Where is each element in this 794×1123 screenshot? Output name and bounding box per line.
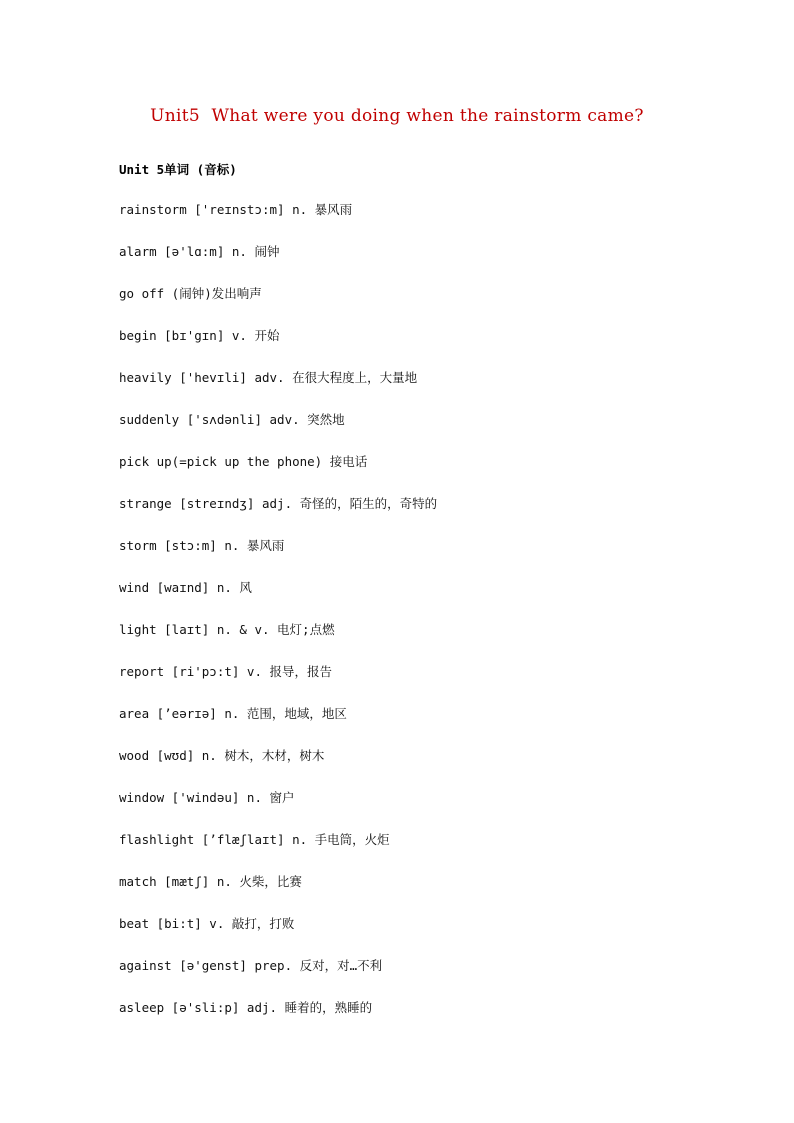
vocab-entry-match: match [mætʃ] n. 火柴，比赛 bbox=[119, 874, 302, 889]
vocab-entry-begin: begin [bɪ'gɪn] v. 开始 bbox=[119, 328, 280, 343]
vocabulary-list bbox=[119, 200, 437, 1040]
vocab-entry-wind: wind [waɪnd] n. 风 bbox=[119, 580, 252, 595]
vocab-entry-pick-up: pick up(=pick up the phone) 接电话 bbox=[119, 454, 368, 469]
document-title: Unit5 What were you doing when the rainstorm came? bbox=[150, 106, 644, 126]
vocab-entry-suddenly: suddenly ['sʌdənli] adv. 突然地 bbox=[119, 412, 345, 427]
vocab-entry-storm: storm [stɔ:m] n. 暴风雨 bbox=[119, 538, 285, 553]
vocab-entry-flashlight: flashlight [’flæʃlaɪt] n. 手电筒，火炬 bbox=[119, 832, 390, 847]
vocab-entry-asleep: asleep [ə'sli:p] adj. 睡着的，熟睡的 bbox=[119, 1000, 373, 1015]
vocab-entry-light: light [laɪt] n. & v. 电灯;点燃 bbox=[119, 622, 335, 637]
vocab-entry-alarm: alarm [ə'lɑ:m] n. 闹钟 bbox=[119, 244, 280, 259]
vocab-entry-against: against [ə'genst] prep. 反对，对…不利 bbox=[119, 958, 383, 973]
vocab-entry-heavily: heavily ['hevɪli] adv. 在很大程度上，大量地 bbox=[119, 370, 418, 385]
vocab-entry-wood: wood [wʊd] n. 树木，木材，树木 bbox=[119, 748, 325, 763]
vocab-entry-beat: beat [bi:t] v. 敲打，打败 bbox=[119, 916, 295, 931]
vocab-entry-report: report [ri'pɔ:t] v. 报导，报告 bbox=[119, 664, 333, 679]
vocab-entry-strange: strange [streɪndʒ] adj. 奇怪的，陌生的，奇特的 bbox=[119, 496, 438, 511]
vocab-entry-go-off: go off (闹钟)发出响声 bbox=[119, 286, 262, 301]
vocab-entry-area: area [’eərɪə] n. 范围，地域，地区 bbox=[119, 706, 347, 721]
vocab-entry-window: window ['windəu] n. 窗户 bbox=[119, 790, 295, 805]
section-heading: Unit 5单词 (音标) bbox=[119, 162, 237, 177]
vocab-entry-rainstorm: rainstorm ['reɪnstɔ:m] n. 暴风雨 bbox=[119, 202, 353, 217]
